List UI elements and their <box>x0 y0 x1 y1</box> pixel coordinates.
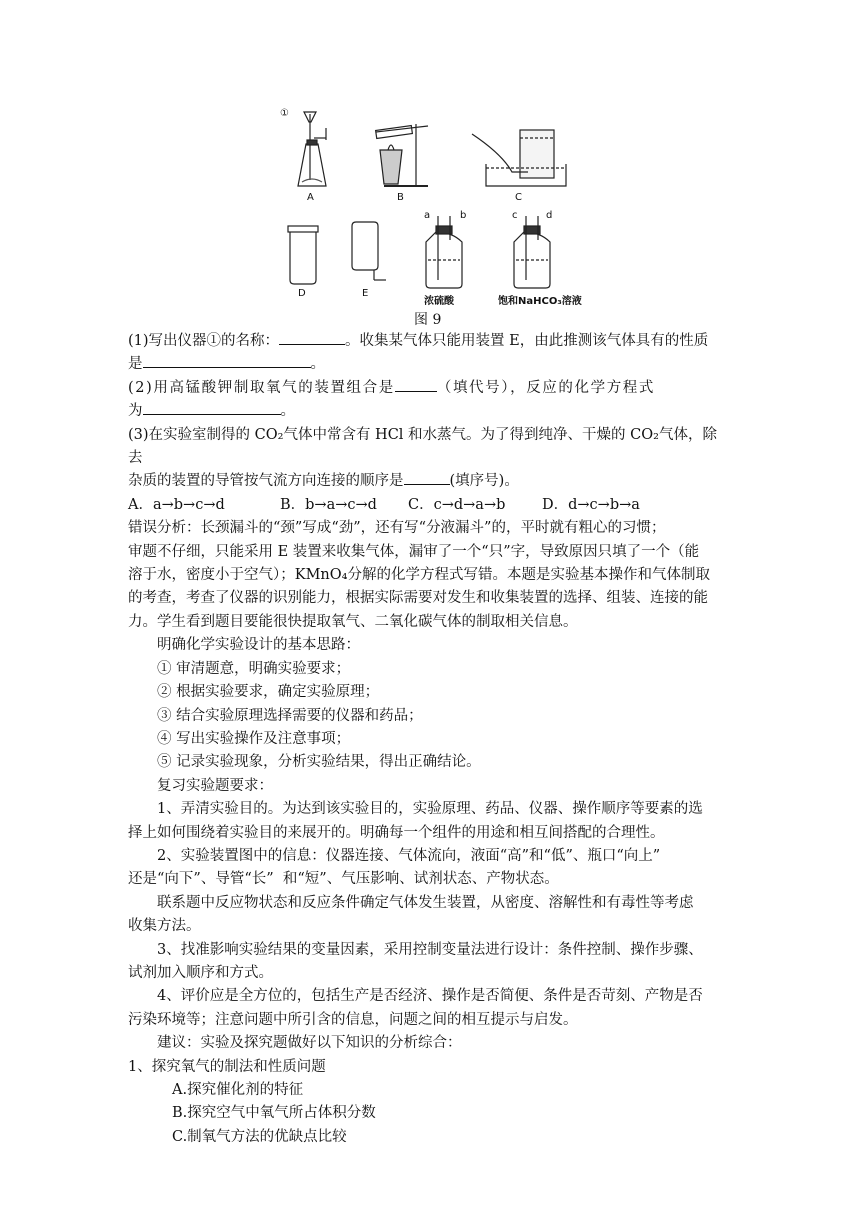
q3-line1: (3)在实验室制得的 CO₂气体中常含有 HCl 和水蒸气。为了得到纯净、干燥的 CO₂气体，除去 <box>128 426 717 467</box>
q1-text-d: 。 <box>310 356 325 373</box>
suggest-sub-item: B.探究空气中氧气所占体积分数 <box>172 1105 376 1122</box>
review-item-rest: 污染环境等；注意问题中所引含的信息，问题之间的相互提示与启发。 <box>128 1011 578 1028</box>
q3-option-c: C．c→d→a→b <box>408 496 506 513</box>
analysis-line: 的考查，考查了仪器的识别能力，根据实际需要对发生和收集装置的选择、组装、连接的能 <box>128 590 708 607</box>
label-tube-c: c <box>512 210 518 221</box>
document-body <box>128 330 728 1149</box>
figure-caption: 图 9 <box>414 312 442 328</box>
q3-text-b: (填序号)。 <box>449 473 519 490</box>
q3-options <box>128 494 728 517</box>
review-item-rest: 试剂加入顺序和方式。 <box>128 964 273 981</box>
review-item-first: 联系题中反应物状态和反应条件确定气体发生装置，从密度、溶解性和有毒性等考虑 <box>157 894 694 911</box>
thinking-step: ② 根据实验要求，确定实验原理； <box>157 684 380 701</box>
review-item-first: 3、找准影响实验结果的变量因素，采用控制变量法进行设计：条件控制、操作步骤、 <box>157 941 703 958</box>
apparatus-d <box>288 226 318 284</box>
q2-text-d: 。 <box>280 403 295 420</box>
review-item-first: 2、实验装置图中的信息：仪器连接、气体流向，液面“高”和“低”、瓶口“向上” <box>157 847 661 864</box>
review-item-rest: 收集方法。 <box>128 918 201 935</box>
review-item-rest: 择上如何围绕着实验目的来展开的。明确每一个组件的用途和相互间搭配的合理性。 <box>128 824 665 841</box>
q1-line2 <box>128 353 728 376</box>
apparatus-a <box>298 112 326 186</box>
label-nahco3: 饱和NaHCO₃溶液 <box>498 296 582 307</box>
thinking-step: ③ 结合实验原理选择需要的仪器和药品； <box>157 707 423 724</box>
analysis-line: 力。学生看到题目要能很快提取氧气、二氧化碳气体的制取相关信息。 <box>128 613 578 630</box>
q3-option-d: D．d→c→b→a <box>542 496 640 513</box>
q1-text-b: 。收集某气体只能用装置 E，由此推测该气体具有的性质 <box>345 333 709 349</box>
label-circle1: ① <box>280 108 289 119</box>
q3-text-a: 杂质的装置的导管按气流方向连接的顺序是 <box>128 473 404 490</box>
review-title: 复习实验题要求： <box>157 777 273 794</box>
q3-blank <box>404 470 450 485</box>
thinking-title: 明确化学实验设计的基本思路： <box>157 637 360 654</box>
analysis-line: 错误分析：长颈漏斗的“颈”写成“劲”，还有写“分液漏斗”的，平时就有粗心的习惯； <box>128 520 666 537</box>
label-tube-a: a <box>424 210 431 221</box>
label-e: E <box>362 288 369 299</box>
q1-blank1 <box>279 330 345 345</box>
label-tube-d: d <box>546 210 553 221</box>
suggest-sub-item: A.探究催化剂的特征 <box>172 1082 304 1098</box>
q2-text-c: 为 <box>128 403 143 420</box>
q1-line1 <box>128 330 728 353</box>
apparatus-figure <box>276 104 606 314</box>
suggest-title: 建议：实验及探究题做好以下知识的分析综合： <box>157 1035 462 1052</box>
wash-bottle-nahco3 <box>514 216 550 288</box>
thinking-step: ④ 写出实验操作及注意事项； <box>157 730 351 747</box>
q2-blank2 <box>143 400 281 415</box>
label-tube-b: b <box>460 210 467 221</box>
q2-text-a: (2)用高锰酸钾制取氧气的装置组合是 <box>128 379 395 396</box>
apparatus-b <box>376 124 428 186</box>
apparatus-drawing <box>276 104 606 314</box>
thinking-step: ① 审清题意，明确实验要求； <box>157 660 351 677</box>
label-a: A <box>307 192 314 203</box>
apparatus-e <box>352 222 386 280</box>
q1-blank2 <box>143 353 311 368</box>
q2-text-b: （填代号），反应的化学方程式 <box>436 379 655 396</box>
q1-text-c: 是 <box>128 356 143 373</box>
q2-line2 <box>128 400 728 423</box>
thinking-step: ⑤ 记录实验现象，分析实验结果，得出正确结论。 <box>157 754 481 771</box>
q1-text-a: (1)写出仪器①的名称： <box>128 333 280 349</box>
suggest-sub-item: C.制氧气方法的优缺点比较 <box>172 1128 347 1145</box>
label-b: B <box>397 192 404 203</box>
q2-line1 <box>128 377 728 400</box>
review-item-rest: 还是“向下”、导管“长” 和“短”、气压影响、试剂状态、产物状态。 <box>128 871 559 888</box>
wash-bottle-acid <box>426 216 462 288</box>
q3-line2 <box>128 470 728 493</box>
label-c: C <box>515 192 522 203</box>
analysis-line: 溶于水，密度小于空气）；KMnO₄分解的化学方程式写错。本题是实验基本操作和气体制取 <box>128 567 710 584</box>
q3-option-b: B．b→a→c→d <box>280 496 377 513</box>
q3-option-a: A．a→b→c→d <box>128 496 225 513</box>
suggest-item: 1、探究氧气的制法和性质问题 <box>128 1058 326 1075</box>
analysis-line: 审题不仔细，只能采用 E 装置来收集气体，漏审了一个“只”字，导致原因只填了一个（能 <box>128 543 700 560</box>
label-sulfuric-acid: 浓硫酸 <box>424 296 454 307</box>
label-d: D <box>298 288 306 299</box>
review-item-first: 1、弄清实验目的。为达到该实验目的，实验原理、药品、仪器、操作顺序等要素的选 <box>157 801 703 818</box>
q2-blank1 <box>395 377 437 392</box>
review-item-first: 4、评价应是全方位的，包括生产是否经济、操作是否简便、条件是否苛刻、产物是否 <box>157 988 703 1005</box>
apparatus-c <box>472 130 566 186</box>
